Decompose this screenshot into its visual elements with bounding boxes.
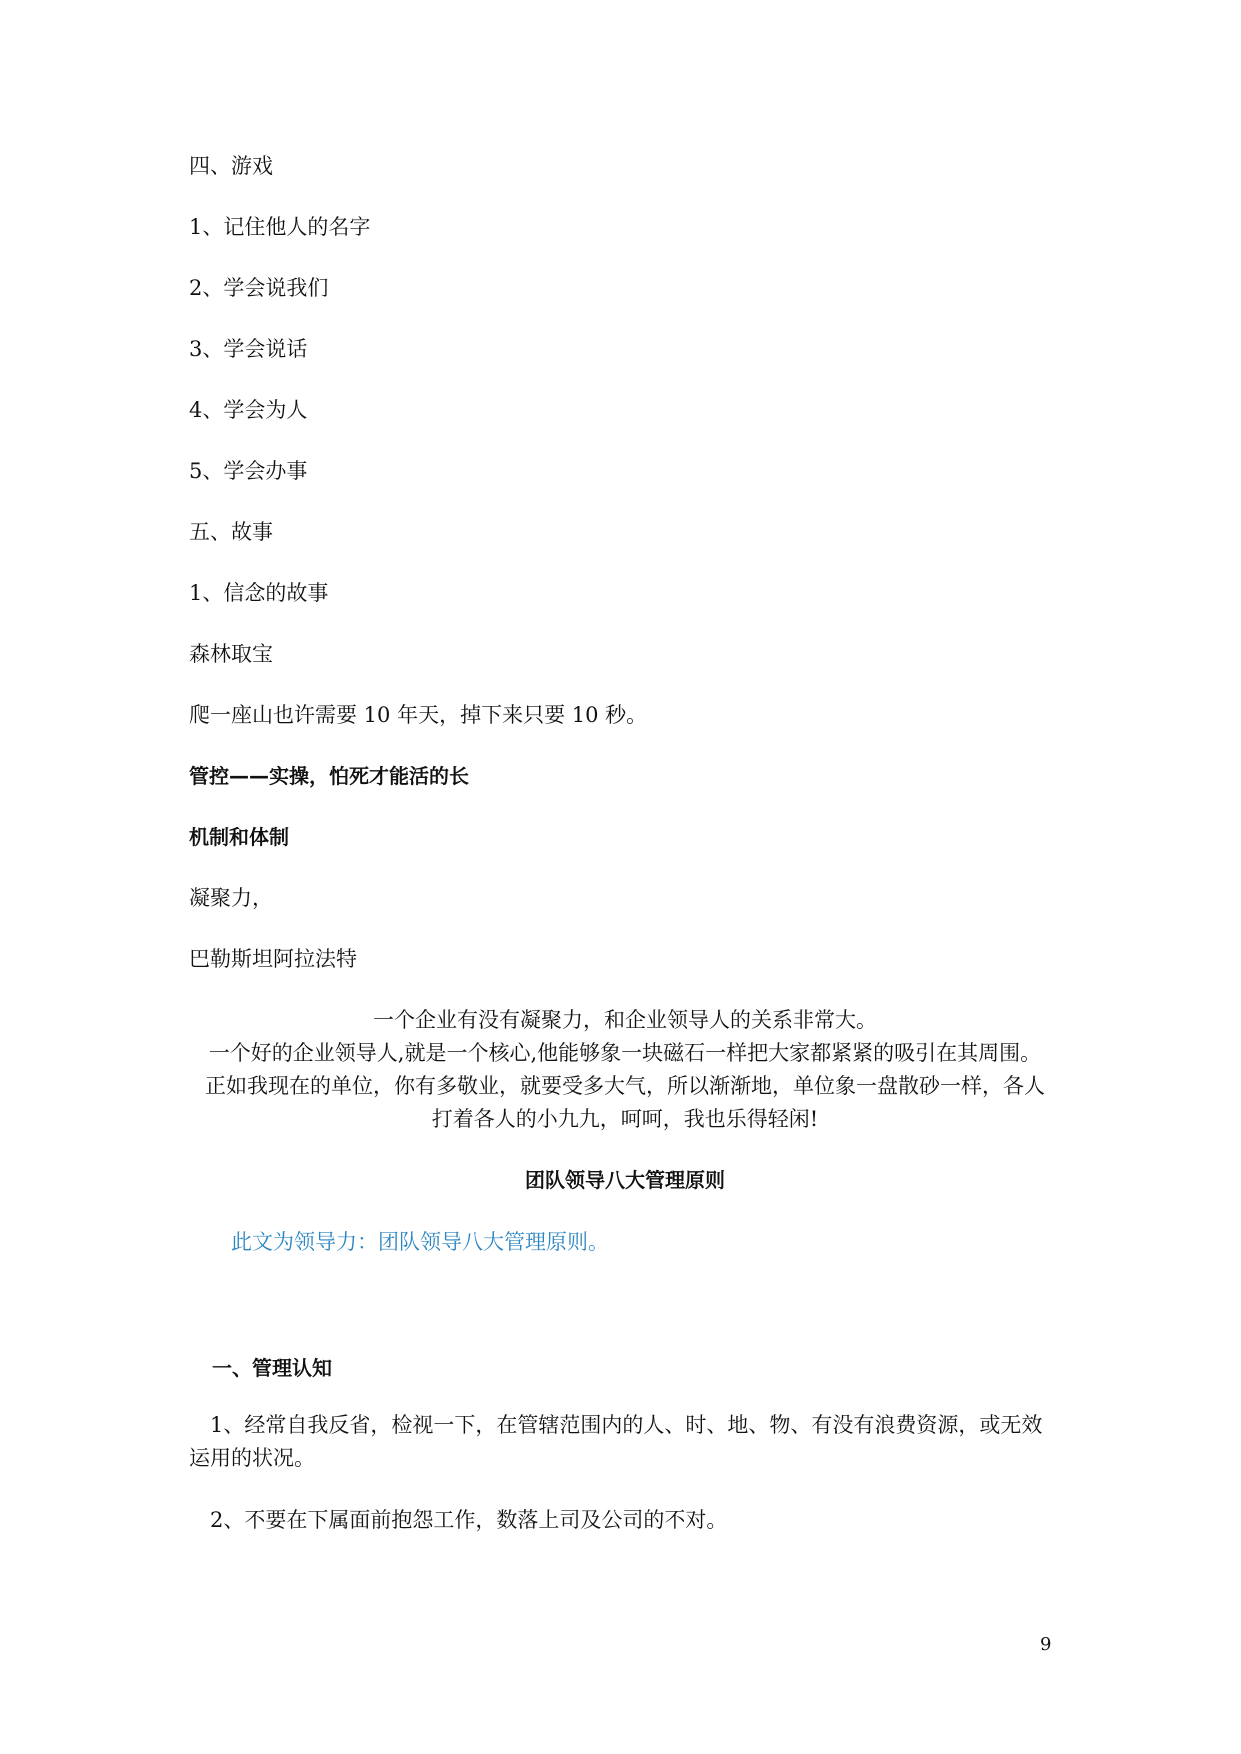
paragraph: 1、经常自我反省，检视一下，在管辖范围内的人、时、地、物、有没有浪费资源，或无效运用的状况。 [189, 1413, 1043, 1470]
list-item: 3、学会说话 [189, 337, 308, 361]
list-item: 2、学会说我们 [189, 276, 329, 300]
text-line: 巴勒斯坦阿拉法特 [189, 947, 357, 971]
bold-heading: 机制和体制 [189, 825, 289, 849]
quote-line: 正如我现在的单位，你有多敬业，就要受多大气，所以渐渐地，单位象一盘散砂一样，各人 [205, 1074, 1045, 1098]
text-line: 凝聚力， [189, 886, 273, 910]
list-item: 5、学会办事 [189, 459, 308, 483]
centered-quote [189, 1004, 1061, 1136]
text-line: 爬一座山也许需要 10 年天，掉下来只要 10 秒。 [189, 703, 648, 727]
list-item: 1、记住他人的名字 [189, 215, 371, 239]
text-line: 森林取宝 [189, 642, 273, 666]
section-heading-games: 四、游戏 [189, 154, 273, 178]
bold-heading: 管控——实操，怕死才能活的长 [189, 764, 469, 788]
subheading: 一、管理认知 [212, 1356, 332, 1380]
section-heading-stories: 五、故事 [189, 520, 273, 544]
quote-line: 一个好的企业领导人,就是一个核心,他能够象一块磁石一样把大家都紧紧的吸引在其周围。 [208, 1041, 1042, 1065]
quote-line: 一个企业有没有凝聚力，和企业领导人的关系非常大。 [373, 1008, 877, 1032]
page-number: 9 [1040, 1634, 1052, 1655]
intro-link-text: 此文为领导力：团队领导八大管理原则。 [231, 1230, 609, 1254]
paragraph: 2、不要在下属面前抱怨工作，数落上司及公司的不对。 [210, 1508, 728, 1532]
quote-line: 打着各人的小九九，呵呵，我也乐得轻闲! [431, 1107, 819, 1131]
list-item: 1、信念的故事 [189, 581, 329, 605]
list-item: 4、学会为人 [189, 398, 308, 422]
section-title: 团队领导八大管理原则 [525, 1168, 725, 1192]
